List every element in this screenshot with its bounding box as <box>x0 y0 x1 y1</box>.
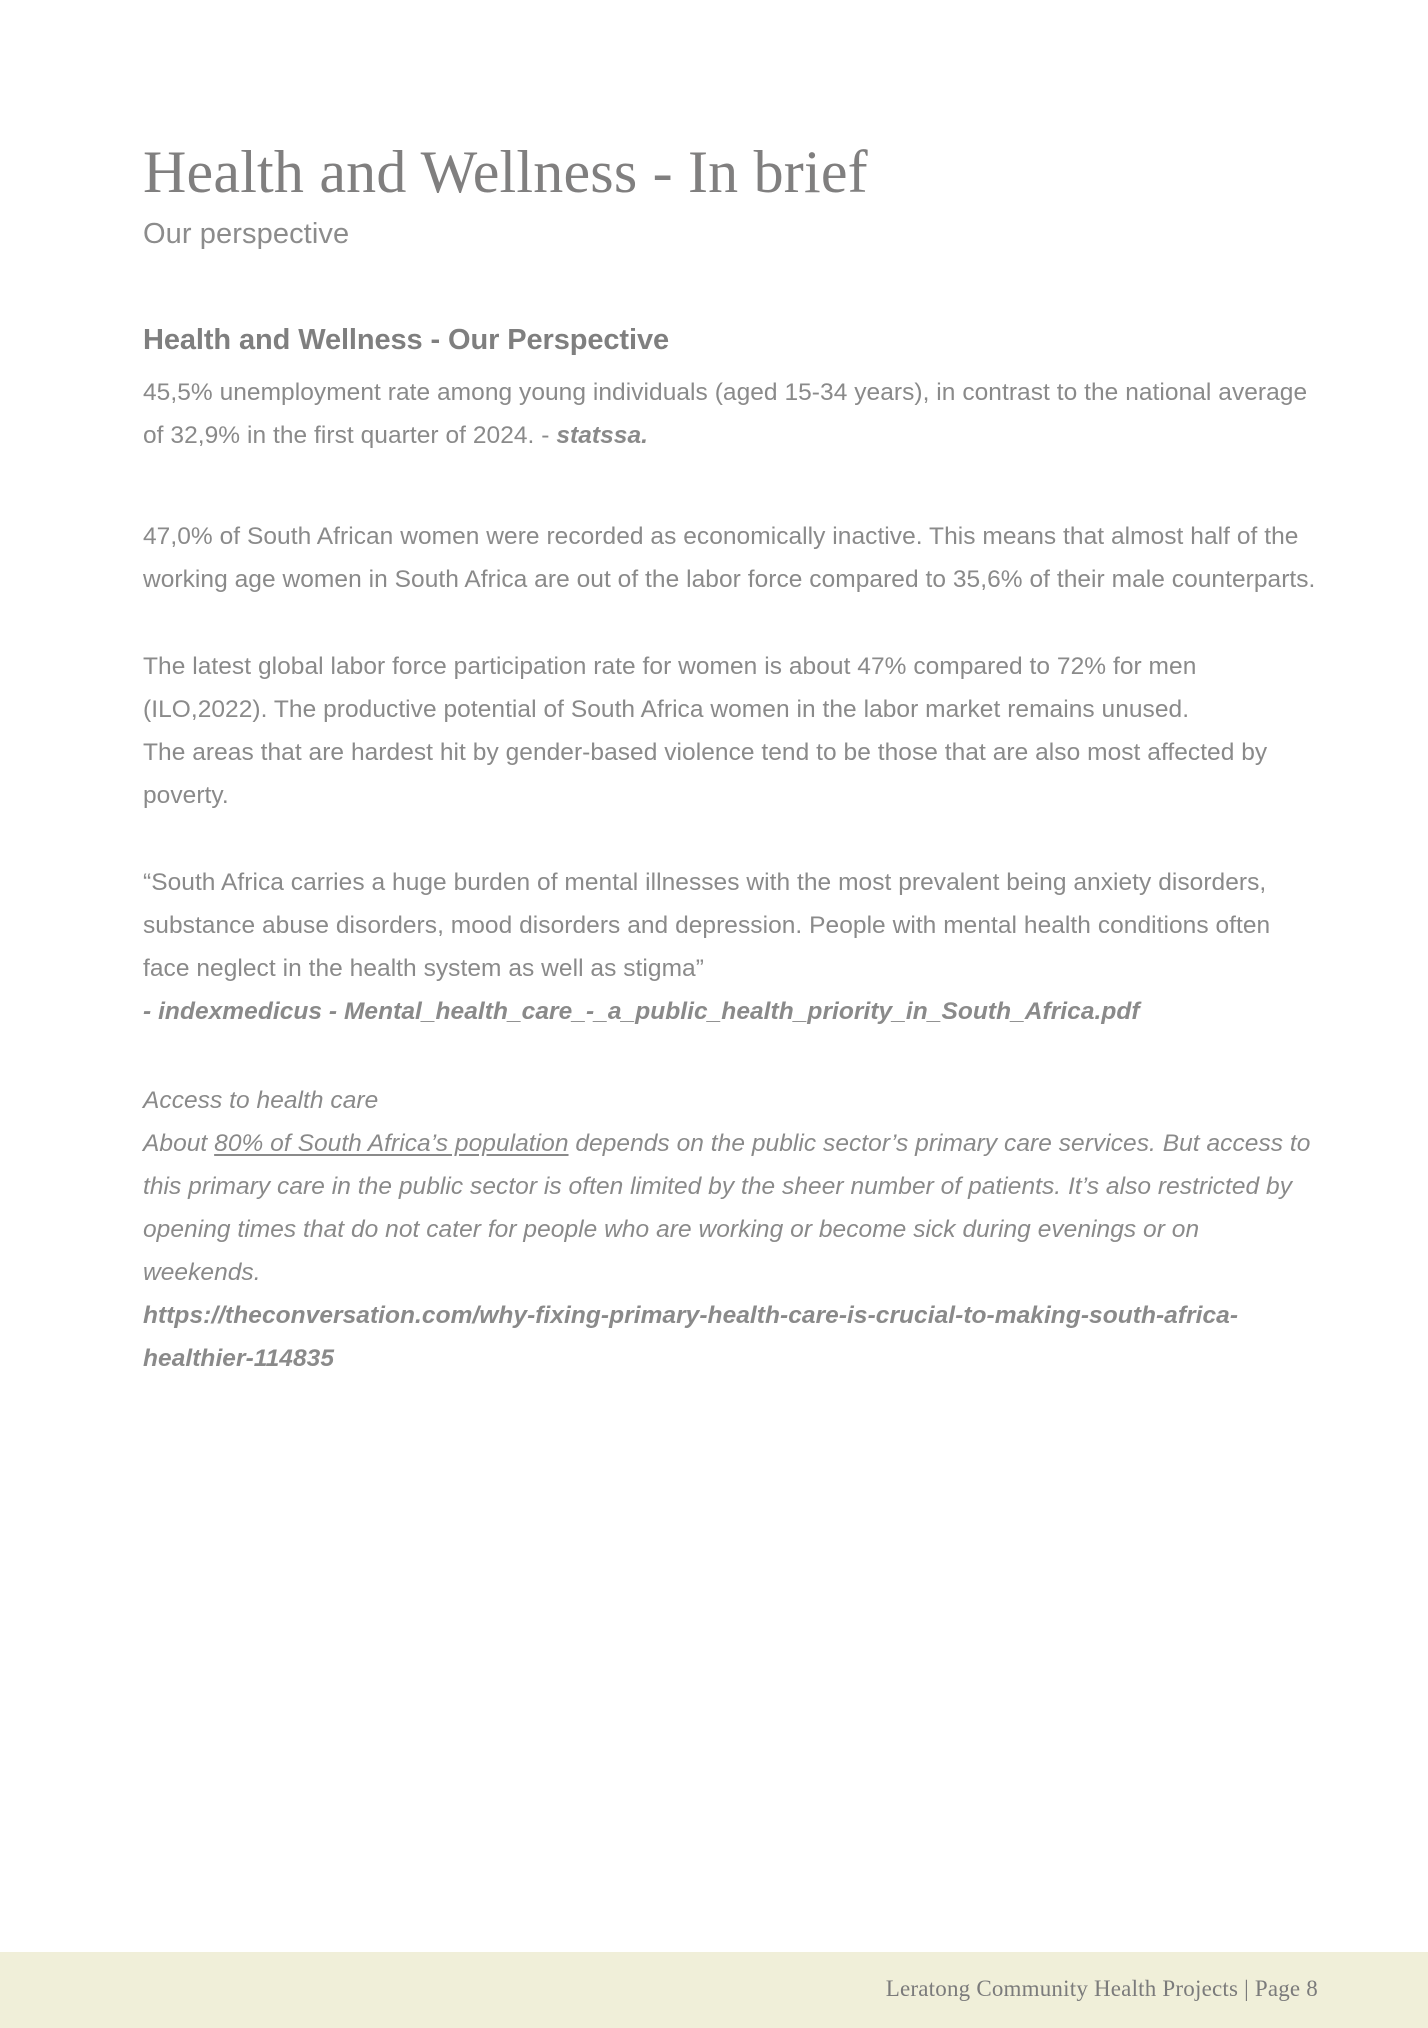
page-content <box>143 0 1318 1380</box>
paragraph-access-prefix: About <box>143 1130 215 1158</box>
footer-text: Leratong Community Health Projects | Page 8 <box>885 1976 1318 2001</box>
paragraph-women-inactive: 47,0% of South African women were recorded as economically inactive. This means that almost half of the working age women in South Africa are out of the labor force compared to 35,6% of their male counterparts. <box>143 523 1316 594</box>
section-heading: Health and Wellness - Our Perspective <box>143 324 670 357</box>
paragraph-gbv-poverty: The areas that are hardest hit by gender-based violence tend to be those that are also most affected by poverty. <box>143 739 1268 810</box>
source-citation-statssa: statssa. <box>556 422 648 450</box>
paragraph-unemployment-text: 45,5% unemployment rate among young individuals (aged 15-34 years), in contrast to the national average of 32,9% in the first quarter of 2024. - <box>143 379 1308 450</box>
citation-indexmedicus: - indexmedicus - Mental_health_care_-_a_public_health_priority_in_South_Africa.pdf <box>143 998 1140 1026</box>
paragraph-mental-health-quote: “South Africa carries a huge burden of mental illnesses with the most prevalent being anxiety disorders, substance abuse disorders, mood disorders and depression. People with mental health conditions often face neglect in the health system as well as stigma” <box>143 869 1271 983</box>
paragraph-access-details <box>143 1122 1318 1294</box>
paragraph-global-participation: The latest global labor force participation rate for women is about 47% compared to 72% for men (ILO,2022). The productive potential of South Africa women in the labor market remains unused. <box>143 653 1197 724</box>
subheading-access-to-health-care: Access to health care <box>143 1087 379 1115</box>
page-title: Health and Wellness - In brief <box>143 139 868 205</box>
link-theconversation-url[interactable]: https://theconversation.com/why-fixing-primary-health-care-is-crucial-to-making-south-africa-healthier-114835 <box>143 1302 1239 1373</box>
paragraph-unemployment <box>143 357 1318 457</box>
page-subtitle: Our perspective <box>143 218 350 250</box>
link-south-africa-population[interactable]: 80% of South Africa’s population <box>214 1130 569 1158</box>
paragraph-access-rest: depends on the public sector’s primary care services. But access to this primary care in the public sector is often limited by the sheer number of patients. It’s also restricted by opening times that do not cater for people who are working or become sick during evenings or on weekends. <box>143 1130 1311 1287</box>
